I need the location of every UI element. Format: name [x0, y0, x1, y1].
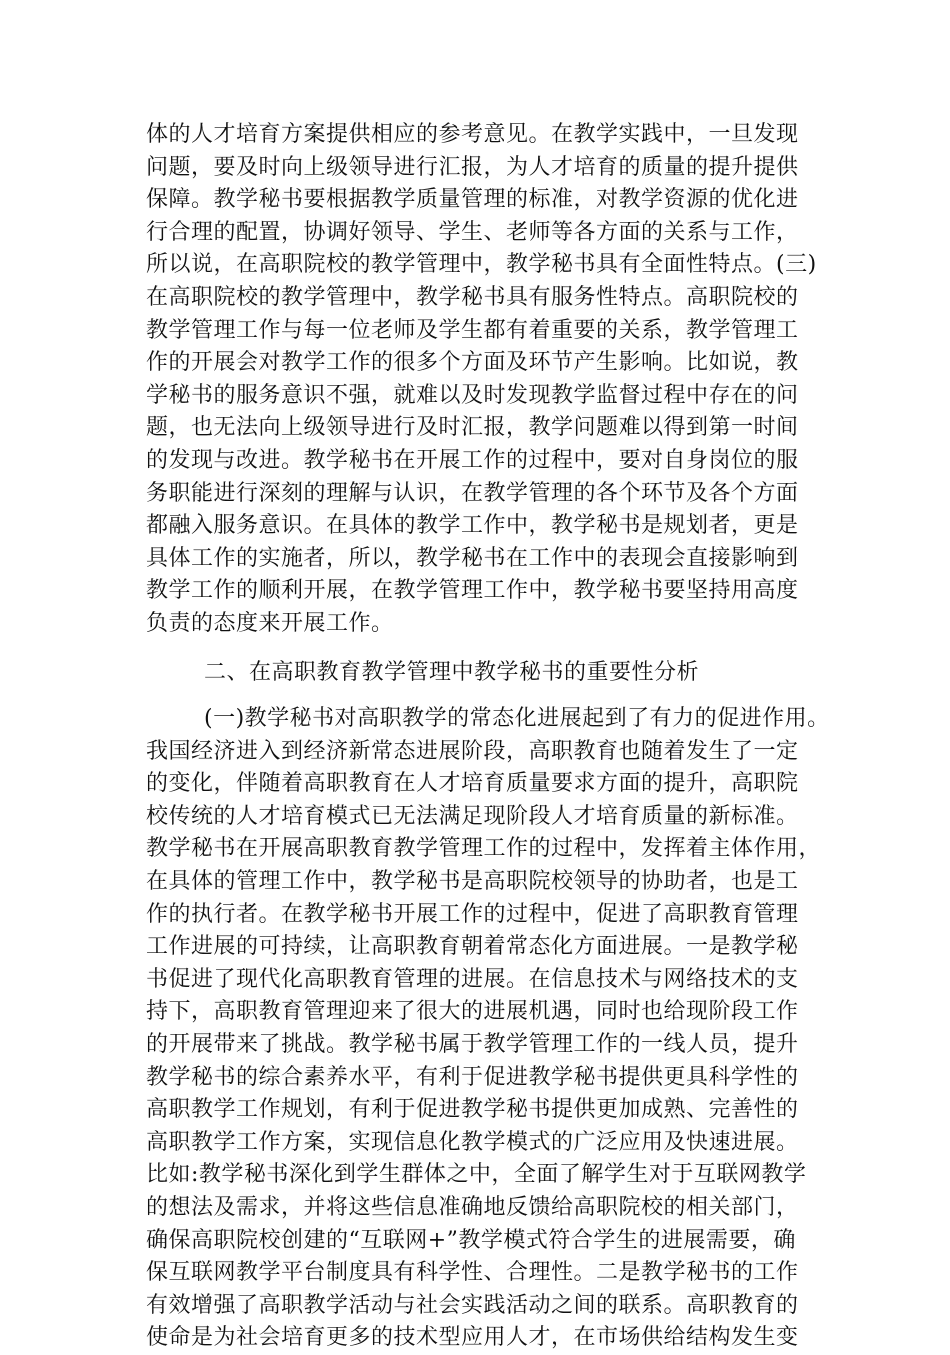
text-line: 作的执行者。在教学秘书开展工作的过程中，促进了高职教育管理: [146, 901, 799, 927]
text-line: (一)教学秘书对高职教学的常态化进展起到了有力的促进作用。: [204, 706, 830, 732]
text-line: 教学管理工作与每一位老师及学生都有着重要的关系，教学管理工: [146, 317, 799, 343]
text-line: 使命是为社会培育更多的技术型应用人才，在市场供给结构发生变: [146, 1325, 799, 1351]
text-line: 教学工作的顺利开展，在教学管理工作中，教学秘书要坚持用高度: [146, 578, 799, 604]
text-line: 保互联网教学平台制度具有科学性、合理性。二是教学秘书的工作: [146, 1260, 799, 1286]
text-line: 有效增强了高职教学活动与社会实践活动之间的联系。高职教育的: [146, 1292, 799, 1318]
text-line: 保障。教学秘书要根据教学质量管理的标准，对教学资源的优化进: [146, 187, 799, 213]
text-line: 书促进了现代化高职教育管理的进展。在信息技术与网络技术的支: [146, 966, 799, 992]
section-heading: 二、在高职教育教学管理中教学秘书的重要性分析: [204, 659, 700, 685]
text-line: 负责的态度来开展工作。: [146, 610, 394, 636]
text-line: 高职教学工作方案，实现信息化教学模式的广泛应用及快速进展。: [146, 1129, 799, 1155]
text-line: 在具体的管理工作中，教学秘书是高职院校领导的协助者，也是工: [146, 869, 799, 895]
text-line: 教学秘书在开展高职教育教学管理工作的过程中，发挥着主体作用，: [146, 836, 822, 862]
text-line: 在高职院校的教学管理中，教学秘书具有服务性特点。高职院校的: [146, 284, 799, 310]
text-line: 校传统的人才培育模式已无法满足现阶段人才培育质量的新标准。: [146, 803, 799, 829]
text-line: 确保高职院校创建的“互联网+”教学模式符合学生的进展需要，确: [146, 1227, 796, 1253]
text-line: 作的开展会对教学工作的很多个方面及环节产生影响。比如说，教: [146, 350, 799, 376]
text-line: 的发现与改进。教学秘书在开展工作的过程中，要对自身岗位的服: [146, 447, 799, 473]
text-line: 体的人才培育方案提供相应的参考意见。在教学实践中，一旦发现: [146, 122, 799, 147]
text-line: 所以说，在高职院校的教学管理中，教学秘书具有全面性特点。(三): [146, 252, 817, 278]
text-line: 行合理的配置，协调好领导、学生、老师等各方面的关系与工作，: [146, 219, 799, 245]
text-line: 务职能进行深刻的理解与认识，在教学管理的各个环节及各个方面: [146, 480, 799, 506]
text-line: 持下，高职教育管理迎来了很大的进展机遇，同时也给现阶段工作: [146, 999, 799, 1025]
text-line: 的开展带来了挑战。教学秘书属于教学管理工作的一线人员，提升: [146, 1032, 799, 1058]
paragraph-1: [146, 119, 826, 641]
text-line: 教学秘书的综合素养水平，有利于促进教学秘书提供更具科学性的: [146, 1064, 799, 1090]
text-line: 比如:教学秘书深化到学生群体之中，全面了解学生对于互联网教学: [146, 1162, 807, 1188]
text-line: 题，也无法向上级领导进行及时汇报，教学问题难以得到第一时间: [146, 415, 799, 441]
text-line: 高职教学工作规划，有利于促进教学秘书提供更加成熟、完善性的: [146, 1097, 799, 1123]
text-line: 问题，要及时向上级领导进行汇报，为人才培育的质量的提升提供: [146, 154, 799, 180]
text-line: 都融入服务意识。在具体的教学工作中，教学秘书是规划者，更是: [146, 513, 799, 539]
paragraph-2: [146, 703, 830, 1355]
document-page: [146, 119, 830, 1355]
text-line: 的变化，伴随着高职教育在人才培育质量要求方面的提升，高职院: [146, 771, 799, 797]
text-line: 工作进展的可持续，让高职教育朝着常态化方面进展。一是教学秘: [146, 934, 799, 960]
text-line: 具体工作的实施者，所以，教学秘书在工作中的表现会直接影响到: [146, 545, 799, 571]
text-line: 学秘书的服务意识不强，就难以及时发现教学监督过程中存在的问: [146, 382, 799, 408]
text-line: 我国经济进入到经济新常态进展阶段，高职教育也随着发生了一定: [146, 738, 799, 764]
text-line: 的想法及需求，并将这些信息准确地反馈给高职院校的相关部门，: [146, 1195, 799, 1220]
